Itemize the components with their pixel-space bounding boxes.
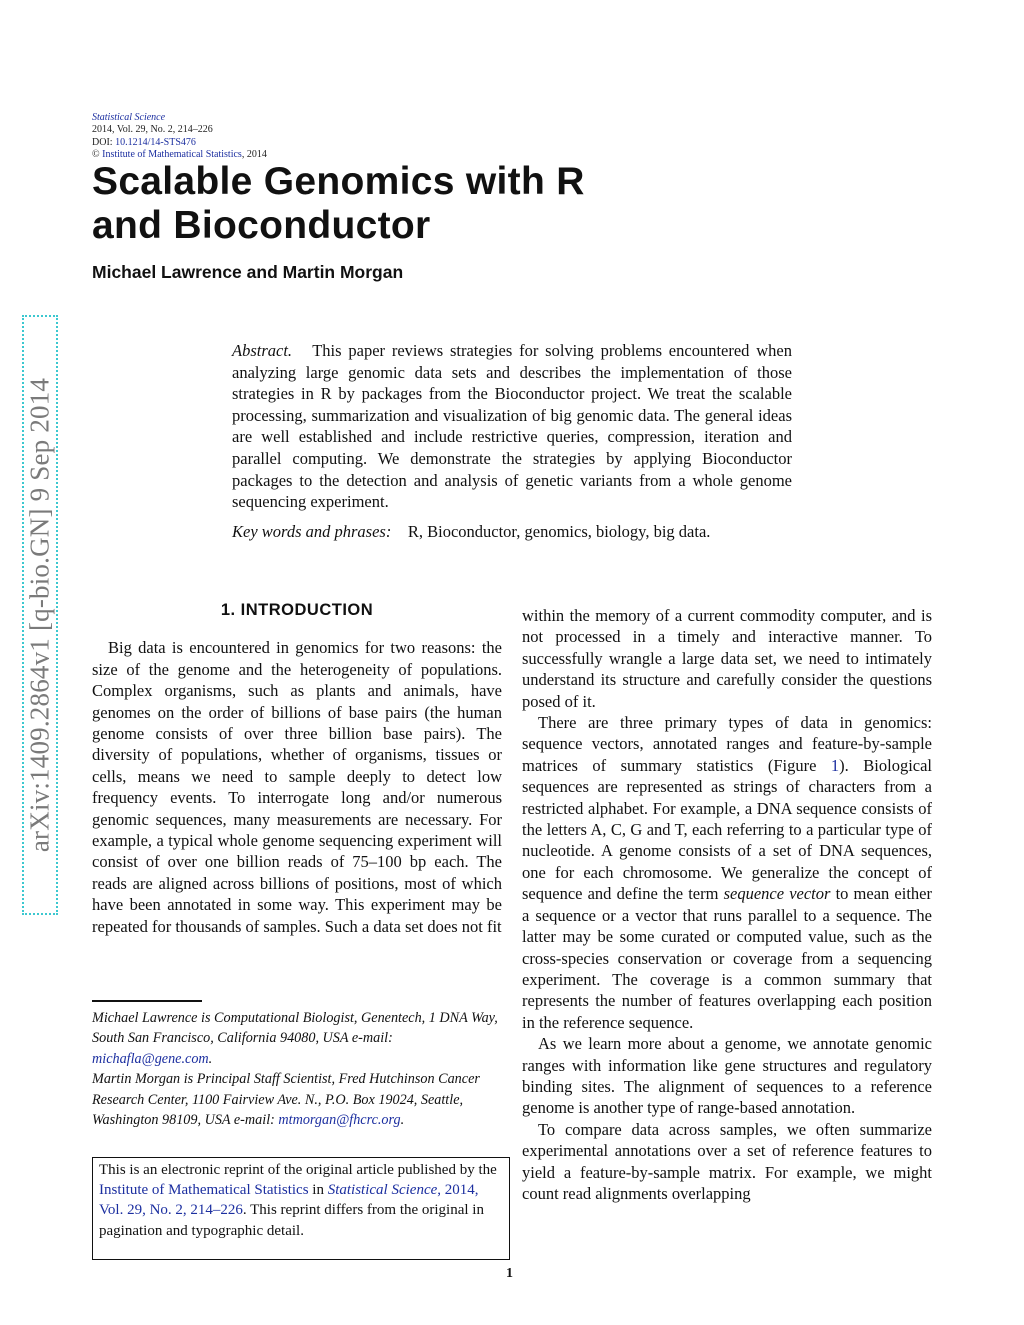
journal-header	[92, 112, 267, 161]
footnote-rule	[92, 1000, 202, 1002]
footnote-author-1: Michael Lawrence is Computational Biologist, Genentech, 1 DNA Way, South San Francisco, California 94080, USA e-mail: michafla@gene.com.	[92, 1010, 498, 1067]
figure-1-ref-link[interactable]: 1	[830, 755, 840, 775]
copyright-year: , 2014	[241, 148, 267, 160]
reprint-institute-link[interactable]: Institute of Mathematical Statistics	[99, 1182, 309, 1199]
title-line-2: and Bioconductor	[92, 204, 431, 247]
term-sequence-vector: sequence vector	[723, 884, 831, 904]
title-line-1: Scalable Genomics with R	[92, 160, 585, 203]
paper-authors: Michael Lawrence and Martin Morgan	[92, 262, 404, 282]
copyright-symbol: ©	[92, 148, 100, 160]
abstract	[232, 340, 792, 542]
para2-text-c: to mean either a sequence or a vector that runs parallel to a sequence. The latter may be some curated or computed value, such as the cross-species conservation or coverage from a sequencing experiment. The coverage is a common summary that represents the number of features overlapping each position in the reference sequence.	[522, 884, 932, 1032]
author-footnote	[92, 1008, 502, 1130]
para2-text-a: There are three primary types of data in genomics: sequence vectors, annotated ranges and feature-by-sample matrices of summary statistics (Figure	[522, 713, 932, 775]
page-number: 1	[506, 1266, 513, 1281]
journal-volume: 2014, Vol. 29, No. 2, 214–226	[92, 124, 213, 136]
intro-paragraph-1: Big data is encountered in genomics for two reasons: the size of the genome and the heterogeneity of populations. Complex organisms, such as plants and animals, have genomes on the order of billions of base pairs (the human genome consists of over three billion base pairs). The diversity of populations, whether of organisms, tissues or cells, means we need to sample deeply to detect low frequency events. To interrogate long and/or numerous genomic sequences, many measurements are necessary. For example, a typical whole genome sequencing experiment will consist of over one billion reads of 75–100 bp each. The reads are aligned across billions of positions, most of which have been annotated in some way. This experiment may be repeated for thousands of samples. Such a data set does not fit	[92, 638, 502, 936]
paper-title	[92, 160, 585, 248]
arxiv-stamp-text: arXiv:1409.2864v1 [q-bio.GN] 9 Sep 2014	[24, 377, 55, 853]
footnote-author-1-text: Michael Lawrence is Computational Biologist, Genentech, 1 DNA Way, South San Francisco, California 94080, USA e-mail:	[92, 1010, 498, 1047]
intro-paragraph-4: To compare data across samples, we often summarize experimental annotations over a set of reference features to yield a feature-by-sample matrix. For example, we might count read alignments overlapping	[522, 1119, 932, 1203]
reprint-journal-link[interactable]: Statistical Science	[327, 1182, 438, 1199]
doi-label: DOI:	[92, 136, 116, 148]
right-column	[522, 605, 932, 1204]
footnote-author-2: Martin Morgan is Principal Staff Scientist, Fred Hutchinson Cancer Research Center, 1100 Fairview Ave. N., P.O. Box 19024, Seattle, Washington 98109, USA e-mail: mtmorgan@fhcrc.org.	[92, 1071, 480, 1129]
intro-paragraph-3: As we learn more about a genome, we annotate genomic ranges with information like gene structures and regulatory binding sites. The alignment of sequences to a reference genome is another type of range-based annotation.	[522, 1034, 932, 1118]
intro-paragraph-2	[522, 712, 932, 1033]
keywords-label: Key words and phrases:	[232, 521, 392, 541]
journal-name-link[interactable]: Statistical Science	[92, 112, 166, 123]
section-heading-introduction: 1. INTRODUCTION	[220, 601, 374, 619]
reprint-text-in: in	[308, 1182, 328, 1199]
keywords	[232, 521, 792, 543]
abstract-text: This paper reviews strategies for solving problems encountered when analyzing large genomic data sets and describes the implementation of those strategies in R by packages from the Bioconductor project. We treat the scalable processing, summarization and visualization of big genomic data. The general ideas are well established and include restrictive queries, compression, iteration and parallel computing. We demonstrate the strategies by applying Bioconductor packages to the detection and analysis of genetic variants from a whole genome sequencing experiment.	[232, 341, 792, 512]
intro-paragraph-continued: within the memory of a current commodity computer, and is not processed in a timely and interactive manner. To successfully wrangle a large data set, we need to intimately understand its structure and carefully consider the questions posed of it.	[522, 606, 932, 711]
doi-link[interactable]: 10.1214/14-STS476	[115, 136, 196, 148]
abstract-body	[232, 340, 792, 513]
journal-doi	[92, 137, 267, 149]
abstract-label: Abstract.	[232, 341, 293, 360]
arxiv-stamp	[22, 315, 58, 915]
reprint-citation-link[interactable]: , 2014, Vol. 29, No. 2, 214–226	[99, 1182, 479, 1219]
reprint-notice-box	[92, 1157, 510, 1260]
para2-text-b: ). Biological sequences are represented as strings of characters from a restricted alphabet. For example, a DNA sequence consists of the letters A, C, G and T, each referring to a particular type of nucleotide. A genome consists of a set of DNA sequences, one for each chromosome. We generalize the concept of sequence and define the term	[522, 755, 933, 904]
reprint-text-rest: . This reprint differs from the original in pagination and typographic detail.	[99, 1202, 484, 1239]
email-link-morgan[interactable]: mtmorgan@fhcrc.org	[278, 1112, 401, 1129]
reprint-text-1: This is an electronic reprint of the original article published by the	[99, 1162, 497, 1178]
publisher-link[interactable]: Institute of Mathematical Statistics	[102, 148, 242, 160]
email-link-lawrence[interactable]: michafla@gene.com	[92, 1050, 209, 1067]
left-column	[92, 600, 502, 937]
keywords-text: R, Bioconductor, genomics, biology, big data.	[407, 521, 711, 541]
footnote-author-2-text: Martin Morgan is Principal Staff Scientist, Fred Hutchinson Cancer Research Center, 1100 Fairview Ave. N., P.O. Box 19024, Seattle, Washington 98109, USA e-mail:	[92, 1071, 480, 1129]
